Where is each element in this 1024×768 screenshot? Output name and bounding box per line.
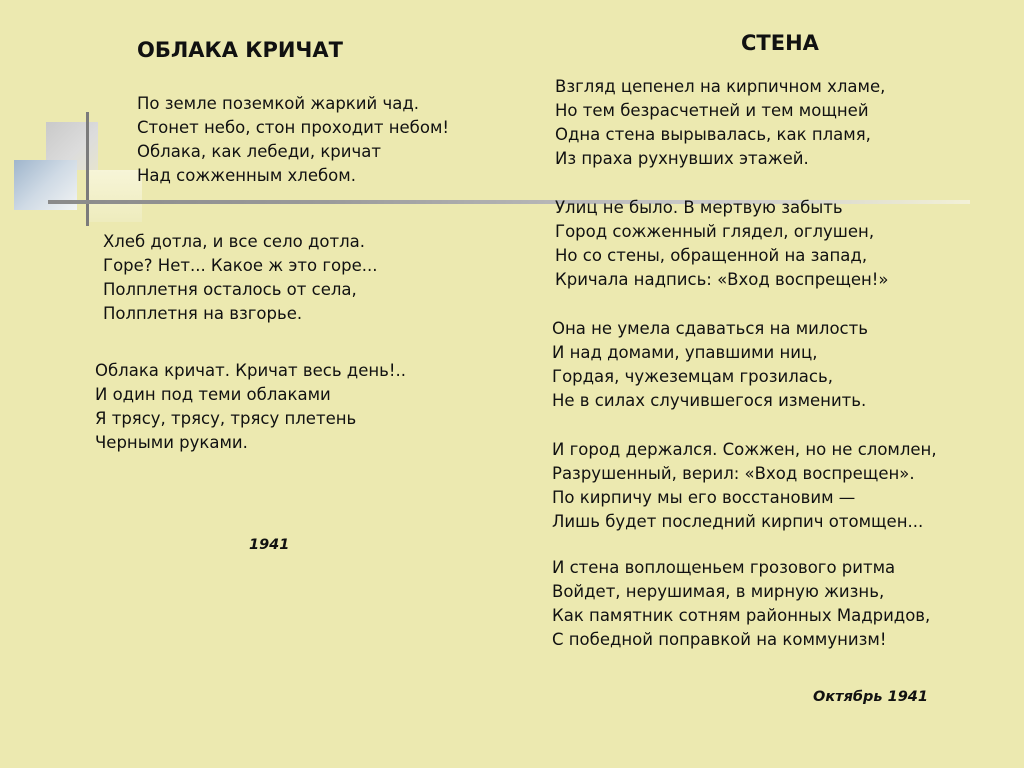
poem-line: Из праха рухнувших этажей. (555, 149, 809, 168)
right-poem-stanza-2 (555, 196, 889, 292)
poem-line: Город сожженный глядел, оглушен, (555, 222, 875, 241)
left-poem-date: 1941 (249, 537, 290, 553)
poem-line: Но тем безрасчетней и тем мощней (555, 101, 869, 120)
left-poem-stanza-3 (95, 359, 406, 455)
poem-line: Но со стены, обращенной на запад, (555, 246, 868, 265)
poem-line: Полплетня на взгорье. (103, 304, 303, 323)
left-poem-title: ОБЛАКА КРИЧАТ (137, 38, 343, 62)
poem-line: Облака, как лебеди, кричат (137, 142, 381, 161)
poem-line: Не в силах случившегося изменить. (552, 391, 867, 410)
poem-line: Взгляд цепенел на кирпичном хламе, (555, 77, 886, 96)
poem-line: И стена воплощеньем грозового ритма (552, 558, 896, 577)
poem-line: Над сожженным хлебом. (137, 166, 356, 185)
poem-line: Облака кричат. Кричат весь день!.. (95, 361, 406, 380)
poem-line: Горе? Нет... Какое ж это горе... (103, 256, 378, 275)
left-poem-stanza-1 (137, 92, 449, 188)
poem-line: Как памятник сотням районных Мадридов, (552, 606, 931, 625)
poem-line: По земле поземкой жаркий чад. (137, 94, 419, 113)
poem-line: И один под теми облаками (95, 385, 331, 404)
poem-line: Войдет, нерушимая, в мирную жизнь, (552, 582, 885, 601)
poem-line: Она не умела сдаваться на милость (552, 319, 868, 338)
poem-line: С победной поправкой на коммунизм! (552, 630, 887, 649)
poem-line: Я трясу, трясу, трясу плетень (95, 409, 357, 428)
poem-line: Гордая, чужеземцам грозилась, (552, 367, 833, 386)
poem-line: Лишь будет последний кирпич отомщен... (552, 512, 924, 531)
right-poem-stanza-1 (555, 75, 885, 171)
poem-line: И город держался. Сожжен, но не сломлен, (552, 440, 937, 459)
poem-line: И над домами, упавшими ниц, (552, 343, 818, 362)
poem-line: Кричала надпись: «Вход воспрещен!» (555, 270, 889, 289)
poem-line: Черными руками. (95, 433, 248, 452)
right-poem-title: СТЕНА (741, 31, 819, 55)
right-poem-stanza-3 (552, 317, 868, 413)
decorative-pale-square (88, 170, 142, 222)
right-poem-date: Октябрь 1941 (813, 689, 928, 705)
poem-line: По кирпичу мы его восстановим — (552, 488, 856, 507)
decorative-vertical-line (86, 112, 89, 226)
poem-line: Одна стена вырывалась, как пламя, (555, 125, 871, 144)
right-poem-stanza-5 (552, 556, 930, 652)
poem-line: Стонет небо, стон проходит небом! (137, 118, 450, 137)
poem-line: Хлеб дотла, и все село дотла. (103, 232, 365, 251)
poem-line: Улиц не было. В мертвую забыть (555, 198, 843, 217)
right-poem-stanza-4 (552, 438, 937, 534)
left-poem-stanza-2 (103, 230, 377, 326)
poem-line: Полплетня осталось от села, (103, 280, 357, 299)
poem-line: Разрушенный, верил: «Вход воспрещен». (552, 464, 915, 483)
